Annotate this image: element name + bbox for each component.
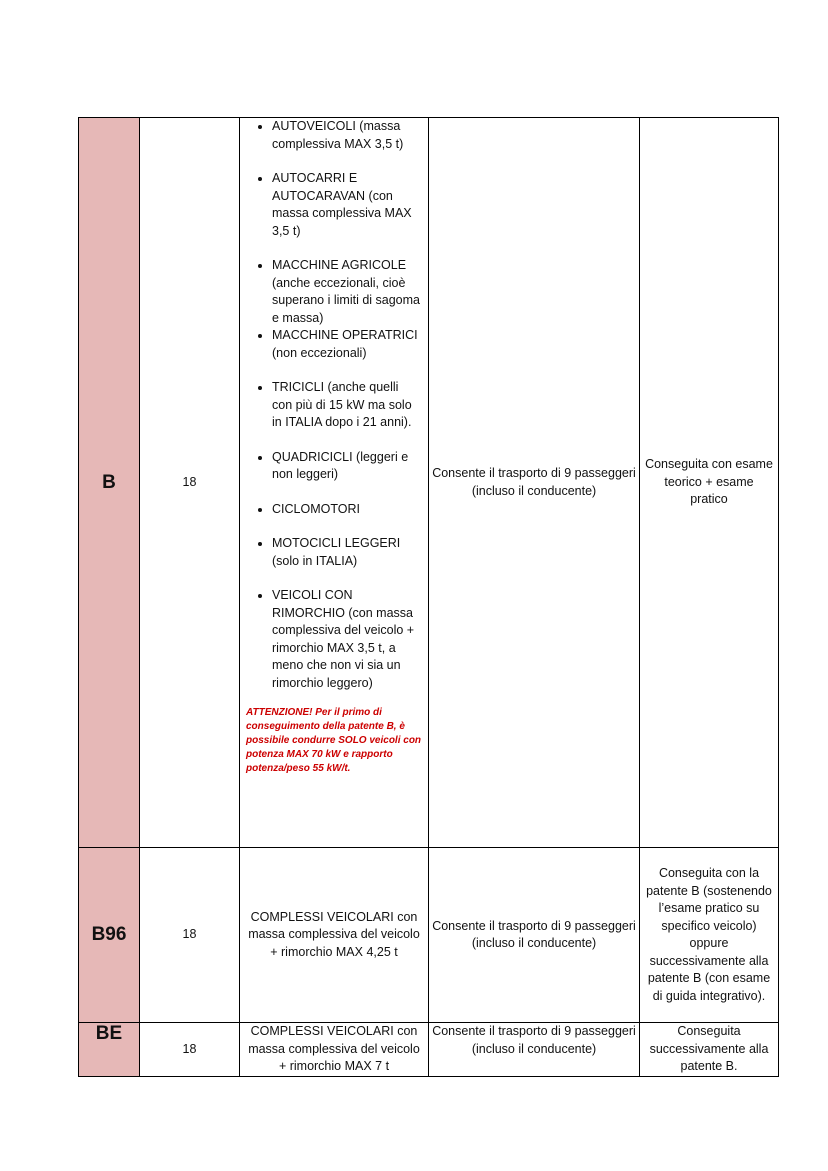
- list-item: • MOTOCICLI LEGGERI (solo in ITALIA): [272, 535, 422, 570]
- obtained-cell: Conseguita con la patente B (sostenendo l’esame pratico su specifico veicolo) oppure successivamente alla patente B (con esame di guida integrativo).: [640, 848, 779, 1023]
- list-item: • AUTOVEICOLI (massa complessiva MAX 3,5 t): [272, 118, 422, 153]
- passengers-cell: Consente il trasporto di 9 passeggeri (incluso il conducente): [429, 1023, 640, 1077]
- age-cell: 18: [140, 118, 240, 848]
- table-row-b96: [79, 848, 779, 1023]
- table-row-be: [79, 1023, 779, 1077]
- list-item: • QUADRICICLI (leggeri e non leggeri): [272, 449, 422, 484]
- category-cell: B96: [79, 848, 140, 1023]
- passengers-cell: Consente il trasporto di 9 passeggeri (incluso il conducente): [429, 848, 640, 1023]
- obtained-cell: Conseguita successivamente alla patente B.: [640, 1023, 779, 1077]
- list-item: • VEICOLI CON RIMORCHIO (con massa complessiva del veicolo + rimorchio MAX 3,5 t, a meno che non vi sia un rimorchio leggero): [272, 587, 422, 692]
- list-item: • TRICICLI (anche quelli con più di 15 kW ma solo in ITALIA dopo i 21 anni).: [272, 379, 422, 432]
- list-item: • MACCHINE OPERATRICI (non eccezionali): [272, 327, 422, 362]
- obtained-cell: Conseguita con esame teorico + esame pratico: [640, 118, 779, 848]
- list-item: • AUTOCARRI E AUTOCARAVAN (con massa complessiva MAX 3,5 t): [272, 170, 422, 240]
- age-cell: 18: [140, 848, 240, 1023]
- list-item: • CICLOMOTORI: [272, 501, 422, 519]
- category-cell: BE: [79, 1023, 140, 1077]
- vehicles-cell: [240, 118, 429, 848]
- category-cell: B: [79, 118, 140, 848]
- vehicles-cell: COMPLESSI VEICOLARI con massa complessiva del veicolo + rimorchio MAX 4,25 t: [240, 848, 429, 1023]
- list-item: • MACCHINE AGRICOLE (anche eccezionali, cioè superano i limiti di sagoma e massa): [272, 257, 422, 327]
- table-row-b: [79, 118, 779, 848]
- warning-note: ATTENZIONE! Per il primo di conseguimento della patente B, è possibile condurre SOLO veicoli con potenza MAX 70 kW e rapporto potenza/peso 55 kW/t.: [246, 707, 422, 774]
- vehicle-list: [246, 118, 422, 692]
- license-table: [78, 117, 779, 1077]
- age-cell: 18: [140, 1023, 240, 1077]
- vehicles-cell: COMPLESSI VEICOLARI con massa complessiva del veicolo + rimorchio MAX 7 t: [240, 1023, 429, 1077]
- passengers-cell: Consente il trasporto di 9 passeggeri (incluso il conducente): [429, 118, 640, 848]
